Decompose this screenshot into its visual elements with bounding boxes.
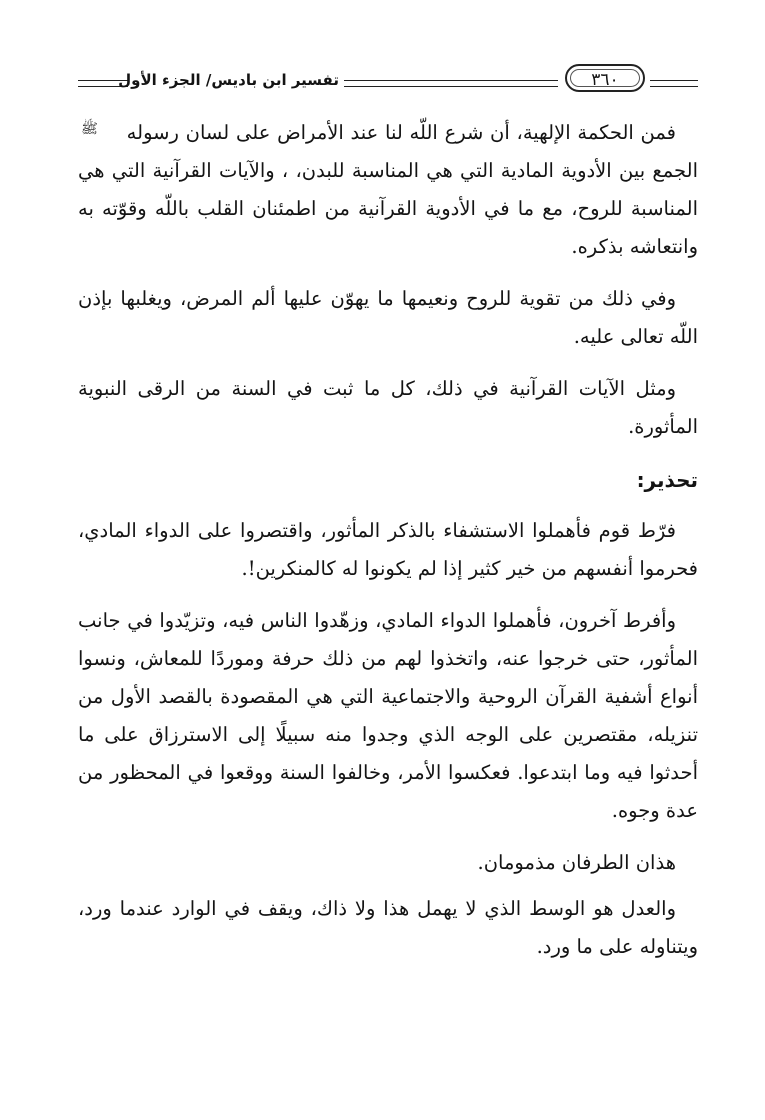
paragraph-1-part-2: الجمع بين الأدوية المادية التي هي المناسبة للبدن، ، والآيات القرآنية التي هي المناسبة للروح، مع ما في الأدوية القرآنية من اطمئنان القلب باللّه وقوّته به وانتعاشه بذكره. <box>78 159 698 258</box>
warning-paragraph-4: والعدل هو الوسط الذي لا يهمل هذا ولا ذاك، ويقف في الوارد عندما ورد، ويتناوله على ما ورد. <box>78 897 698 958</box>
page-number: ٣٦٠ <box>591 70 619 90</box>
page-number-badge <box>565 64 645 92</box>
running-header <box>78 62 698 96</box>
header-rule-right <box>650 80 698 87</box>
page-body <box>78 110 698 980</box>
warning-paragraph-1: فرّط قوم فأهملوا الاستشفاء بالذكر المأثور، واقتصروا على الدواء المادي، فحرموا أنفسهم من خير كثير إذا لم يكونوا له كالمنكرين!. <box>78 519 698 580</box>
paragraph-2: وفي ذلك من تقوية للروح ونعيمها ما يهوّن عليها ألم المرض، ويغلبها بإذن اللّه تعالى عليه. <box>78 287 698 348</box>
salutation-icon: ﷺ <box>81 121 98 137</box>
warning-paragraph-3: هذان الطرفان مذمومان. <box>477 851 676 874</box>
header-rule-middle <box>344 80 558 87</box>
section-heading: تحذير: <box>636 468 698 492</box>
paragraph-1-part-1: فمن الحكمة الإلهية، أن شرع اللّه لنا عند الأمراض على لسان رسوله <box>126 121 676 144</box>
warning-paragraph-2: وأفرط آخرون، فأهملوا الدواء المادي، وزهّدوا الناس فيه، وتزيّدوا في جانب المأثور، حتى خرجوا عنه، واتخذوا لهم من ذلك حرفة وموردًا للمعاش، ونسوا أنواع أشفية القرآن الروحية والاجتماعية التي هي المقصودة بالقصد الأول من تنزيله، مقتصرين على الوجه الذي وجدوا منه سبيلًا إلى الاسترزاق على ما أحدثوا فيه وما ابتدعوا. فعكسوا الأمر، وخالفوا السنة ووقعوا في المحظور من عدة وجوه. <box>78 609 698 822</box>
paragraph-3: ومثل الآيات القرآنية في ذلك، كل ما ثبت في السنة من الرقى النبوية المأثورة. <box>78 377 698 438</box>
header-title: تفسير ابن باديس/ الجزء الأول <box>118 71 339 89</box>
paragraph-1 <box>78 110 698 266</box>
